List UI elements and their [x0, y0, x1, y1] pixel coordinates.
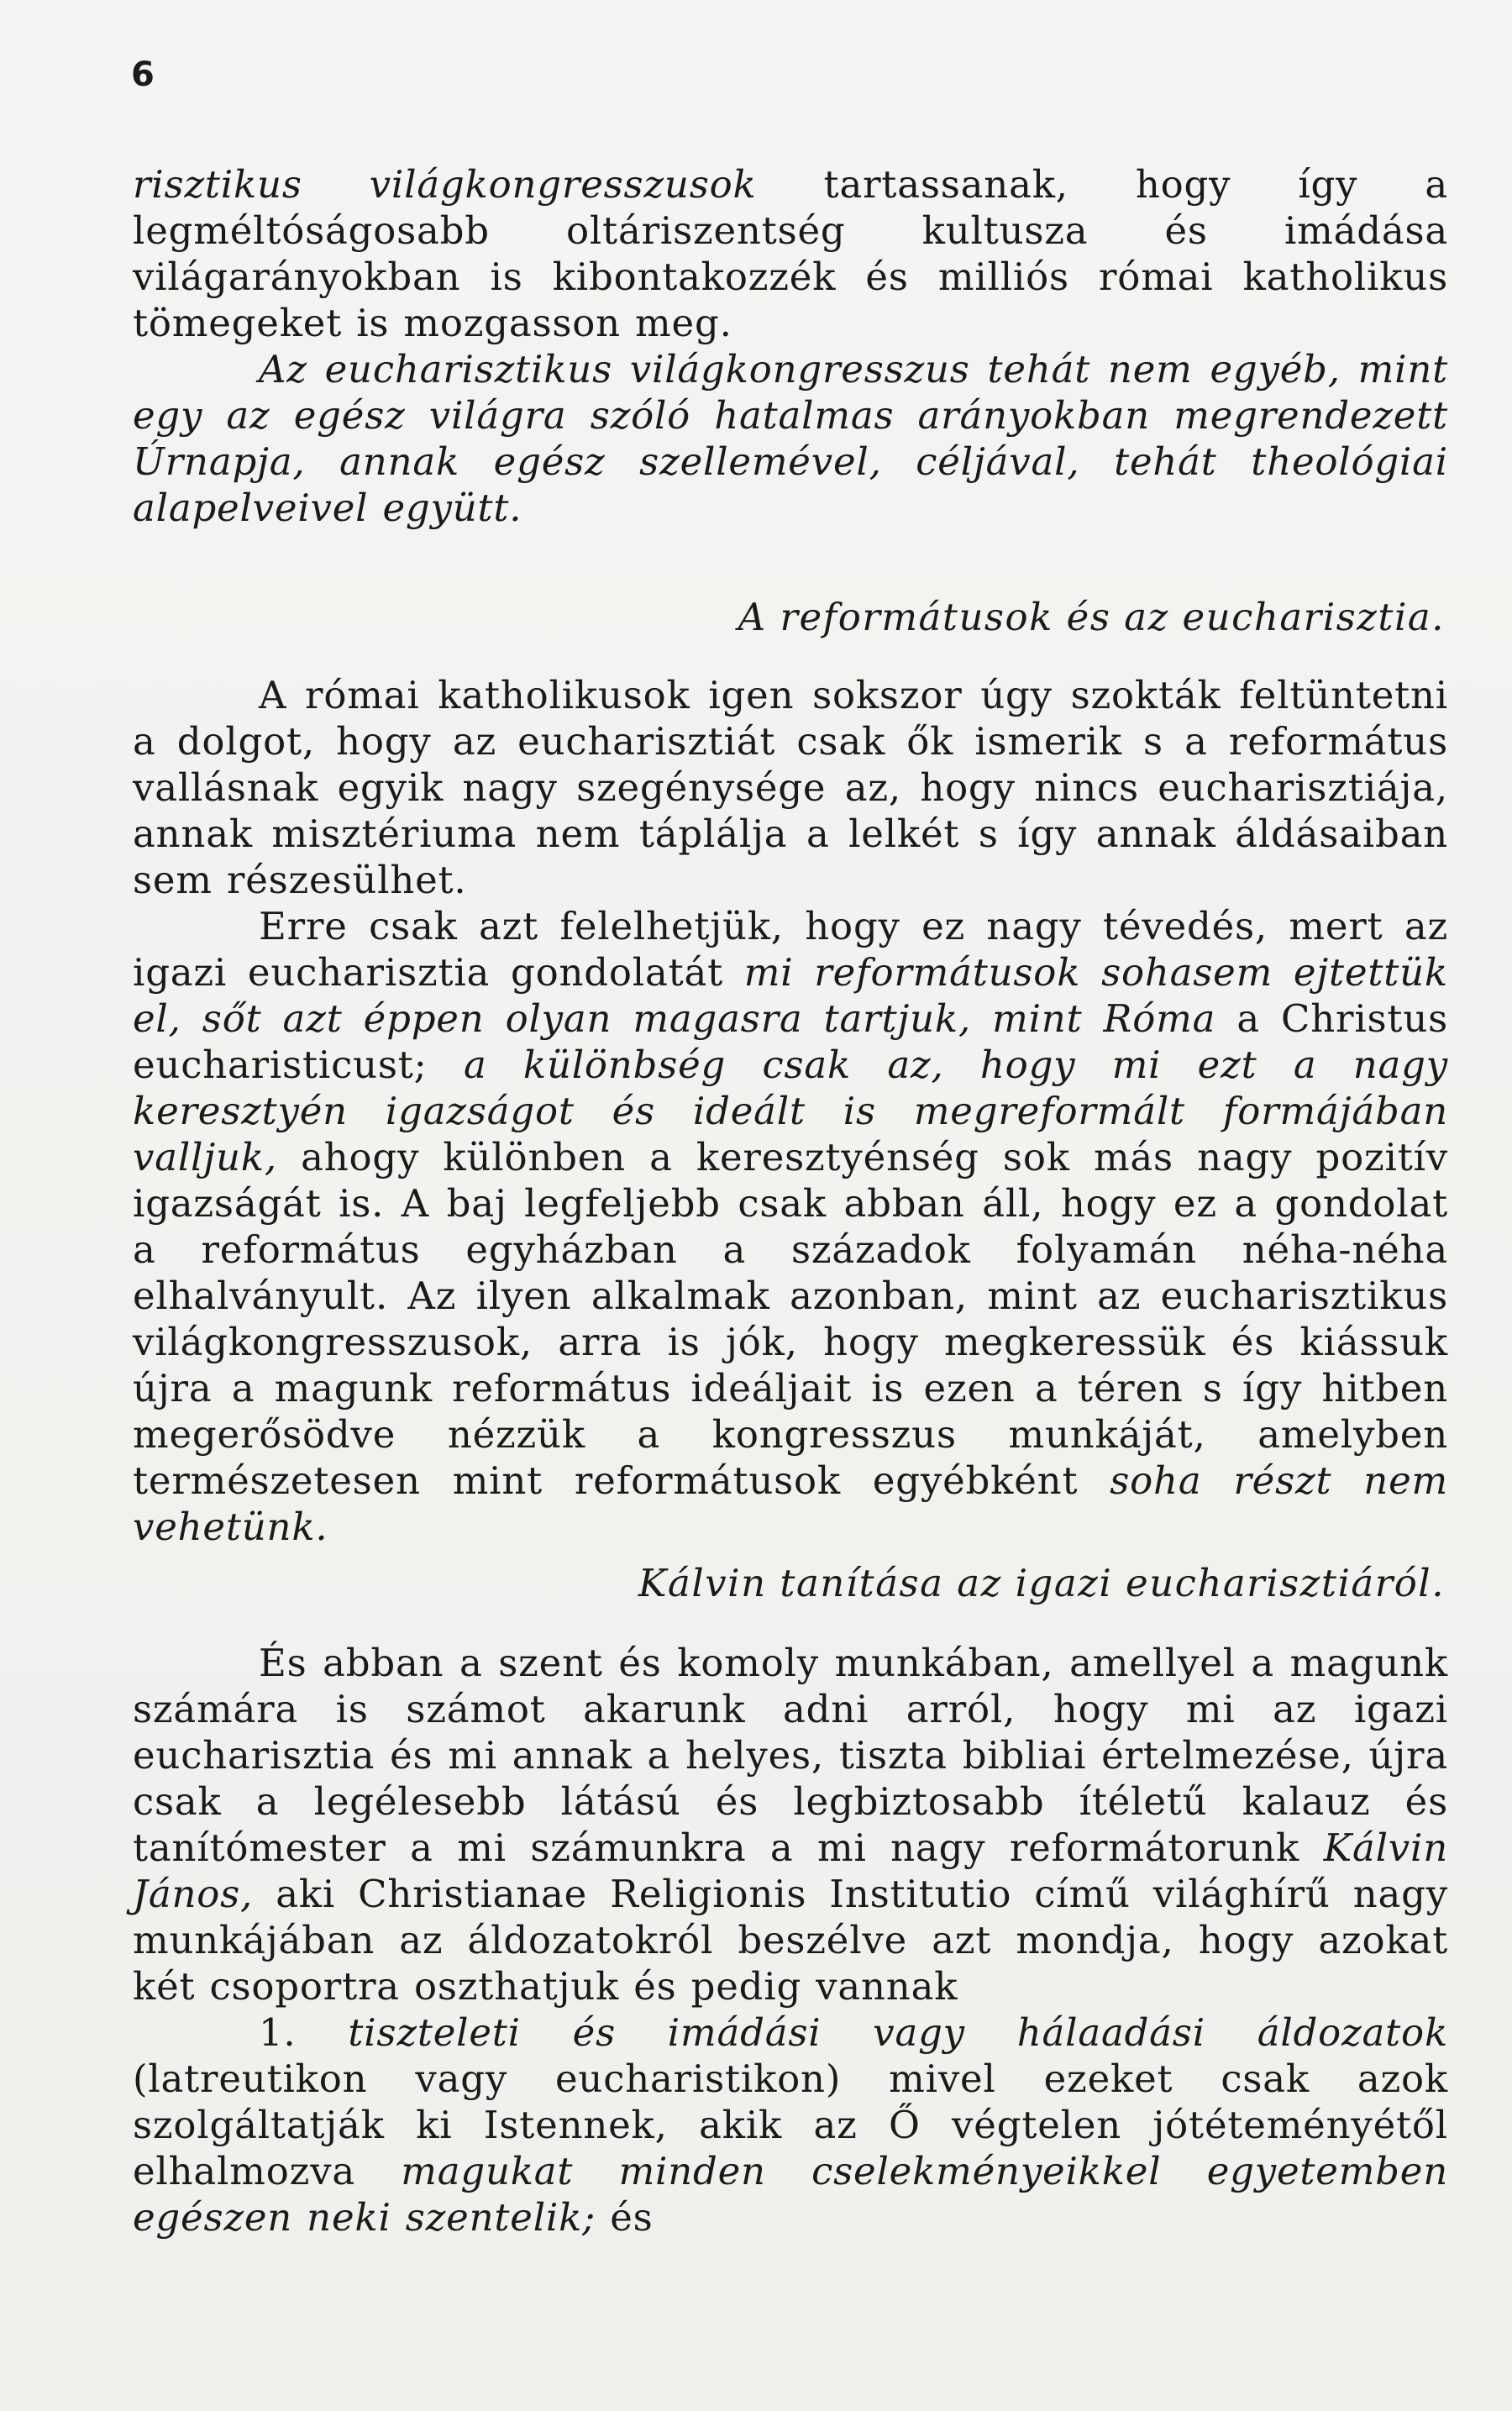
- section2-p2-a: 1.: [259, 2010, 349, 2055]
- section1-paragraph-1: A római katholikusok igen sokszor úgy szokták feltüntetni a dolgot, hogy az eucharisztiát csak ők ismerik s a református vallásnak egyik nagy szegénysége az, hogy nincs eucharisztiája, annak misztériuma nem táplálja a lelkét s így annak áldásaiban sem részesülhet.: [133, 673, 1448, 902]
- section2-p2-c: (latreutikon vagy eucharistikon) mivel ezeket csak azok szolgáltatják ki Istennek, akik az Ő végtelen jótéteményétől elhalmozva: [133, 2056, 1448, 2193]
- section2-p1-a: És abban a szent és komoly munkában, amellyel a magunk számára is számot akarunk adni arról, hogy mi az igazi eucharisztia és mi annak a helyes, tiszta bibliai értelmezése, újra csak a legélesebb látású és legbiztosabb ítéletű kalauz és tanítómester a mi számunkra a mi nagy reformátorunk: [133, 1641, 1448, 1870]
- section1-p2-b: mi reformátusok sohasem ejtettük el, sőt azt éppen olyan magasra tartjuk, mint Róma: [133, 950, 1448, 1041]
- section1-p2-e: ahogy különben a keresztyénség sok más nagy pozitív igazságát is. A baj legfeljebb csak abban áll, hogy ez a gondolat a református egyházban a századok folyamán néha-néha elhalványult. Az ilyen alkalmak azonban, mint az eucharisztikus világkongresszusok, arra is jók, hogy megkeressük és kiássuk újra a magunk református ideáljait is ezen a téren s így hitben megerősödve nézzük a kongresszus munkáját, amelyben természetesen mint reformátusok egyébként: [133, 1135, 1448, 1503]
- intro-paragraph-1: [133, 161, 1448, 346]
- intro-text: [133, 161, 1448, 531]
- intro-italic-summary: Az eucharisztikus világkongresszus tehát nem egyéb, mint egy az egész világra szóló hatalmas arányokban megrendezett Úrnapja, annak egész szellemével, céljával, tehát theológiai alapelveivel együtt.: [133, 347, 1448, 530]
- section1-p2-c: a Christus eucharisticust;: [133, 996, 1448, 1087]
- section-heading-reformed-eucharist: A reformátusok és az eucharisztia.: [738, 595, 1445, 639]
- section2-p1-b: Kálvin János,: [133, 1825, 1448, 1916]
- section2-p2-e: és: [596, 2195, 654, 2240]
- section2-text: [133, 1640, 1448, 2240]
- section1-text: [133, 672, 1448, 1550]
- section1-p2-a: Erre csak azt felelhetjük, hogy ez nagy tévedés, mert az igazi eucharisztia gondolatát: [133, 904, 1448, 995]
- intro-italic: risztikus világkongresszusok: [133, 162, 757, 207]
- section2-p2-d: magukat minden cselekményeikkel egyetemben egészen neki szentelik;: [133, 2149, 1448, 2240]
- intro-text-rest: tartassanak, hogy így a legméltóságosabb oltáriszentség kultusza és imádása világarányokban is kibontakozzék és milliós római katholikus tömegeket is mozgasson meg.: [133, 162, 1448, 345]
- page-number: 6: [131, 55, 155, 94]
- section1-p2-d: a különbség csak az, hogy mi ezt a nagy keresztyén igazságot és ideált is megreformált formájában valljuk,: [133, 1043, 1448, 1179]
- section2-p2-b: tiszteleti és imádási vagy hálaadási áldozatok: [348, 2010, 1449, 2055]
- section2-p1-c: aki Christianae Religionis Institutio című világhírű nagy munkájában az áldozatokról beszélve azt mondja, hogy azokat két csoportra oszthatjuk és pedig vannak: [133, 1872, 1448, 2009]
- section2-paragraph-1: [133, 1640, 1448, 2009]
- intro-paragraph-2: [133, 346, 1448, 531]
- section1-p2-f: soha részt nem vehetünk.: [133, 1458, 1448, 1549]
- section1-paragraph-2: [133, 903, 1448, 1550]
- section2-paragraph-2: [133, 2009, 1448, 2240]
- section-heading-calvin: Kálvin tanítása az igazi eucharisztiáról.: [638, 1561, 1445, 1605]
